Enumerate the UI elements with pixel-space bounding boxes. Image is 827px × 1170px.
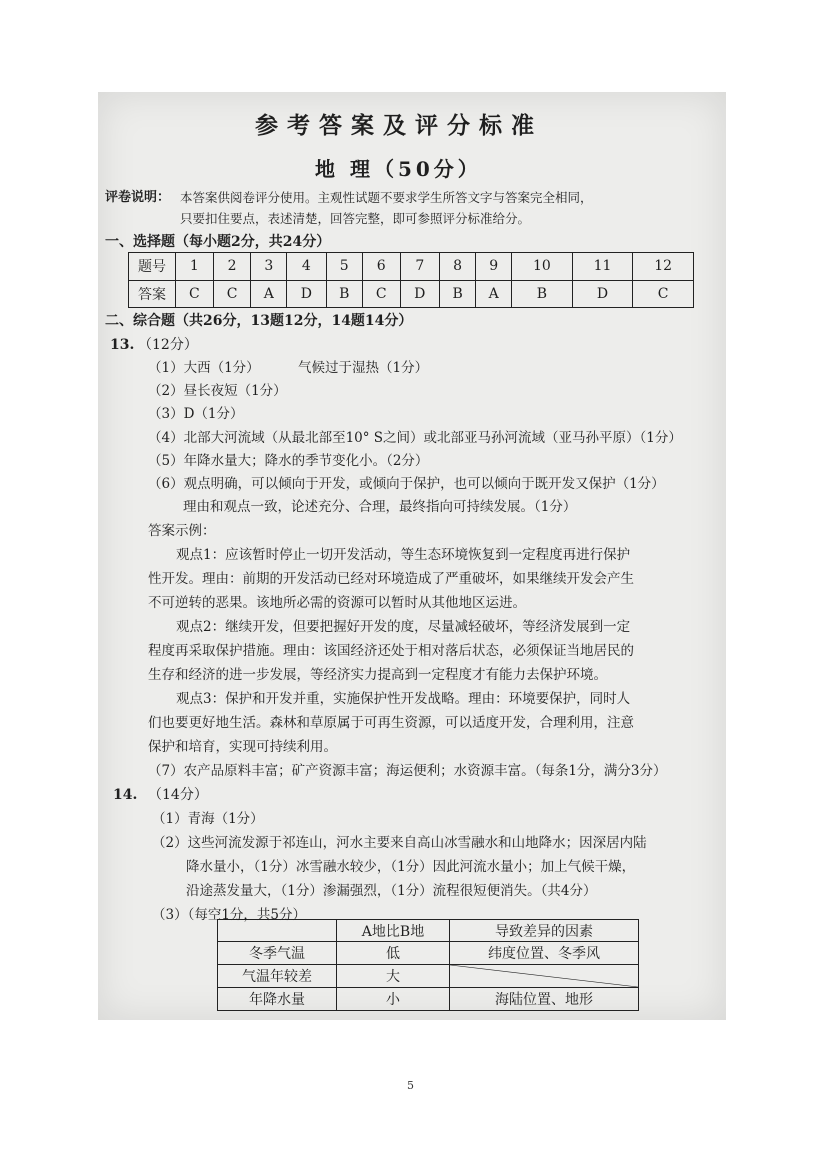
answer-cell: D xyxy=(400,280,439,308)
q13-view1-line3: 不可逆转的恶果。该地所必需的资源可以暂时从其他地区运进。 xyxy=(148,595,526,611)
table-header xyxy=(218,920,337,942)
answer-cell: C xyxy=(362,280,400,308)
question-number: 6 xyxy=(362,253,400,281)
q13-view2-line3: 生存和经济的进一步发展，等经济实力提高到一定程度才有能力去保护环境。 xyxy=(148,667,607,683)
q14-answer-2c: 沿途蒸发量大，（1分）渗漏强烈，（1分）流程很短便消失。（共4分） xyxy=(186,883,597,899)
q13-answer-7: （7）农产品原料丰富；矿产资源丰富；海运便利；水资源丰富。（每条1分，满分3分） xyxy=(148,763,667,779)
table-row xyxy=(218,920,639,942)
table-row xyxy=(218,965,639,988)
table-row xyxy=(129,280,694,308)
q13-example-label: 答案示例： xyxy=(148,523,216,539)
q13-answer-2: （2）昼长夜短（1分） xyxy=(148,383,287,399)
answer-cell: A xyxy=(251,280,287,308)
q13-view3-line2: 们也要更好地生活。森林和草原属于可再生资源，可以适度开发，合理利用，注意 xyxy=(148,715,634,731)
q14-number: 14. xyxy=(113,787,138,803)
row-label: 答案 xyxy=(129,280,176,308)
answer-cell: D xyxy=(287,280,326,308)
choice-answer-table xyxy=(128,252,694,308)
answer-cell: B xyxy=(439,280,475,308)
note-line-2: 只要扣住要点，表述清楚，回答完整，即可参照评分标准给分。 xyxy=(180,211,531,226)
diagonal-line xyxy=(450,965,638,987)
climate-comparison-table xyxy=(217,919,639,1011)
table-header: 导致差异的因素 xyxy=(450,920,639,942)
question-number: 8 xyxy=(439,253,475,281)
section1-heading: 一、选择题（每小题2分，共24分） xyxy=(105,234,331,250)
table-cell: 气温年较差 xyxy=(218,965,337,988)
answer-cell: C xyxy=(633,280,694,308)
q13-view3-line3: 保护和培育，实现可持续利用。 xyxy=(148,739,337,755)
table-cell: 海陆位置、地形 xyxy=(450,988,639,1011)
q13-answer-5: （5）年降水量大；降水的季节变化小。（2分） xyxy=(148,453,429,469)
table-cell: 大 xyxy=(337,965,450,988)
section2-heading: 二、综合题（共26分，13题12分，14题14分） xyxy=(105,313,413,329)
q13-view2-line1: 观点2：继续开发，但要把握好开发的度，尽量减轻破坏，等经济发展到一定 xyxy=(176,619,631,635)
answer-cell: B xyxy=(326,280,362,308)
answer-cell: D xyxy=(572,280,633,308)
q13-number: 13. xyxy=(110,337,135,353)
answer-cell: A xyxy=(476,280,512,308)
table-header: A地比B地 xyxy=(337,920,450,942)
q14-answer-1: （1）青海（1分） xyxy=(152,811,264,827)
note-label: 评卷说明： xyxy=(105,190,171,205)
page-number: 5 xyxy=(407,1079,414,1092)
q13-view1-line1: 观点1：应该暂时停止一切开发活动，等生态环境恢复到一定程度再进行保护 xyxy=(176,547,631,563)
table-cell: 小 xyxy=(337,988,450,1011)
subject-title: 地 理（50分） xyxy=(315,157,482,181)
question-number: 2 xyxy=(213,253,251,281)
question-number: 5 xyxy=(326,253,362,281)
answer-cell: C xyxy=(213,280,251,308)
q13-answer-1b: 气候过于湿热（1分） xyxy=(298,360,429,376)
q13-view2-line2: 程度再采取保护措施。理由：该国经济还处于相对落后状态，必须保证当地居民的 xyxy=(148,643,634,659)
q13-answer-1a: （1）大西（1分） xyxy=(148,360,260,376)
q13-answer-3: （3）D（1分） xyxy=(148,406,244,422)
question-number: 11 xyxy=(572,253,633,281)
q14-answer-2b: 降水量小，（1分）冰雪融水较少，（1分）因此河流水量小；加上气候干燥， xyxy=(186,859,636,875)
table-cell: 低 xyxy=(337,942,450,965)
q14-score: （14分） xyxy=(148,787,208,803)
question-number: 4 xyxy=(287,253,326,281)
table-row xyxy=(129,253,694,281)
answer-cell: C xyxy=(176,280,214,308)
table-cell: 年降水量 xyxy=(218,988,337,1011)
question-number: 3 xyxy=(251,253,287,281)
table-cell: 冬季气温 xyxy=(218,942,337,965)
note-line-1: 本答案供阅卷评分使用。主观性试题不要求学生所答文字与答案完全相同， xyxy=(180,190,593,205)
question-number: 10 xyxy=(512,253,573,281)
table-cell: 纬度位置、冬季风 xyxy=(450,942,639,965)
answer-cell: B xyxy=(512,280,573,308)
q13-answer-6a: （6）观点明确，可以倾向于开发，或倾向于保护，也可以倾向于既开发又保护（1分） xyxy=(148,476,665,492)
q13-answer-6b: 理由和观点一致，论述充分、合理，最终指向可持续发展。（1分） xyxy=(183,499,577,515)
q13-view3-line1: 观点3：保护和开发并重，实施保护性开发战略。理由：环境要保护，同时人 xyxy=(176,691,631,707)
q14-answer-2a: （2）这些河流发源于祁连山，河水主要来自高山冰雪融水和山地降水；因深居内陆 xyxy=(152,835,647,851)
question-number: 1 xyxy=(176,253,214,281)
question-number: 9 xyxy=(476,253,512,281)
q13-view1-line2: 性开发。理由：前期的开发活动已经对环境造成了严重破坏，如果继续开发会产生 xyxy=(148,571,634,587)
q13-score: （12分） xyxy=(138,337,198,353)
q14-answer-3: （3）（每空1分，共5分） xyxy=(152,907,307,923)
page-title: 参考答案及评分标准 xyxy=(255,112,543,139)
question-number: 7 xyxy=(400,253,439,281)
q13-answer-4: （4）北部大河流域（从最北部至10° S之间）或北部亚马孙河流域（亚马孙平原）（1分） xyxy=(148,430,682,446)
table-cell-blank xyxy=(450,965,639,988)
table-row xyxy=(218,988,639,1011)
question-number: 12 xyxy=(633,253,694,281)
table-row xyxy=(218,942,639,965)
row-label: 题号 xyxy=(129,253,176,281)
